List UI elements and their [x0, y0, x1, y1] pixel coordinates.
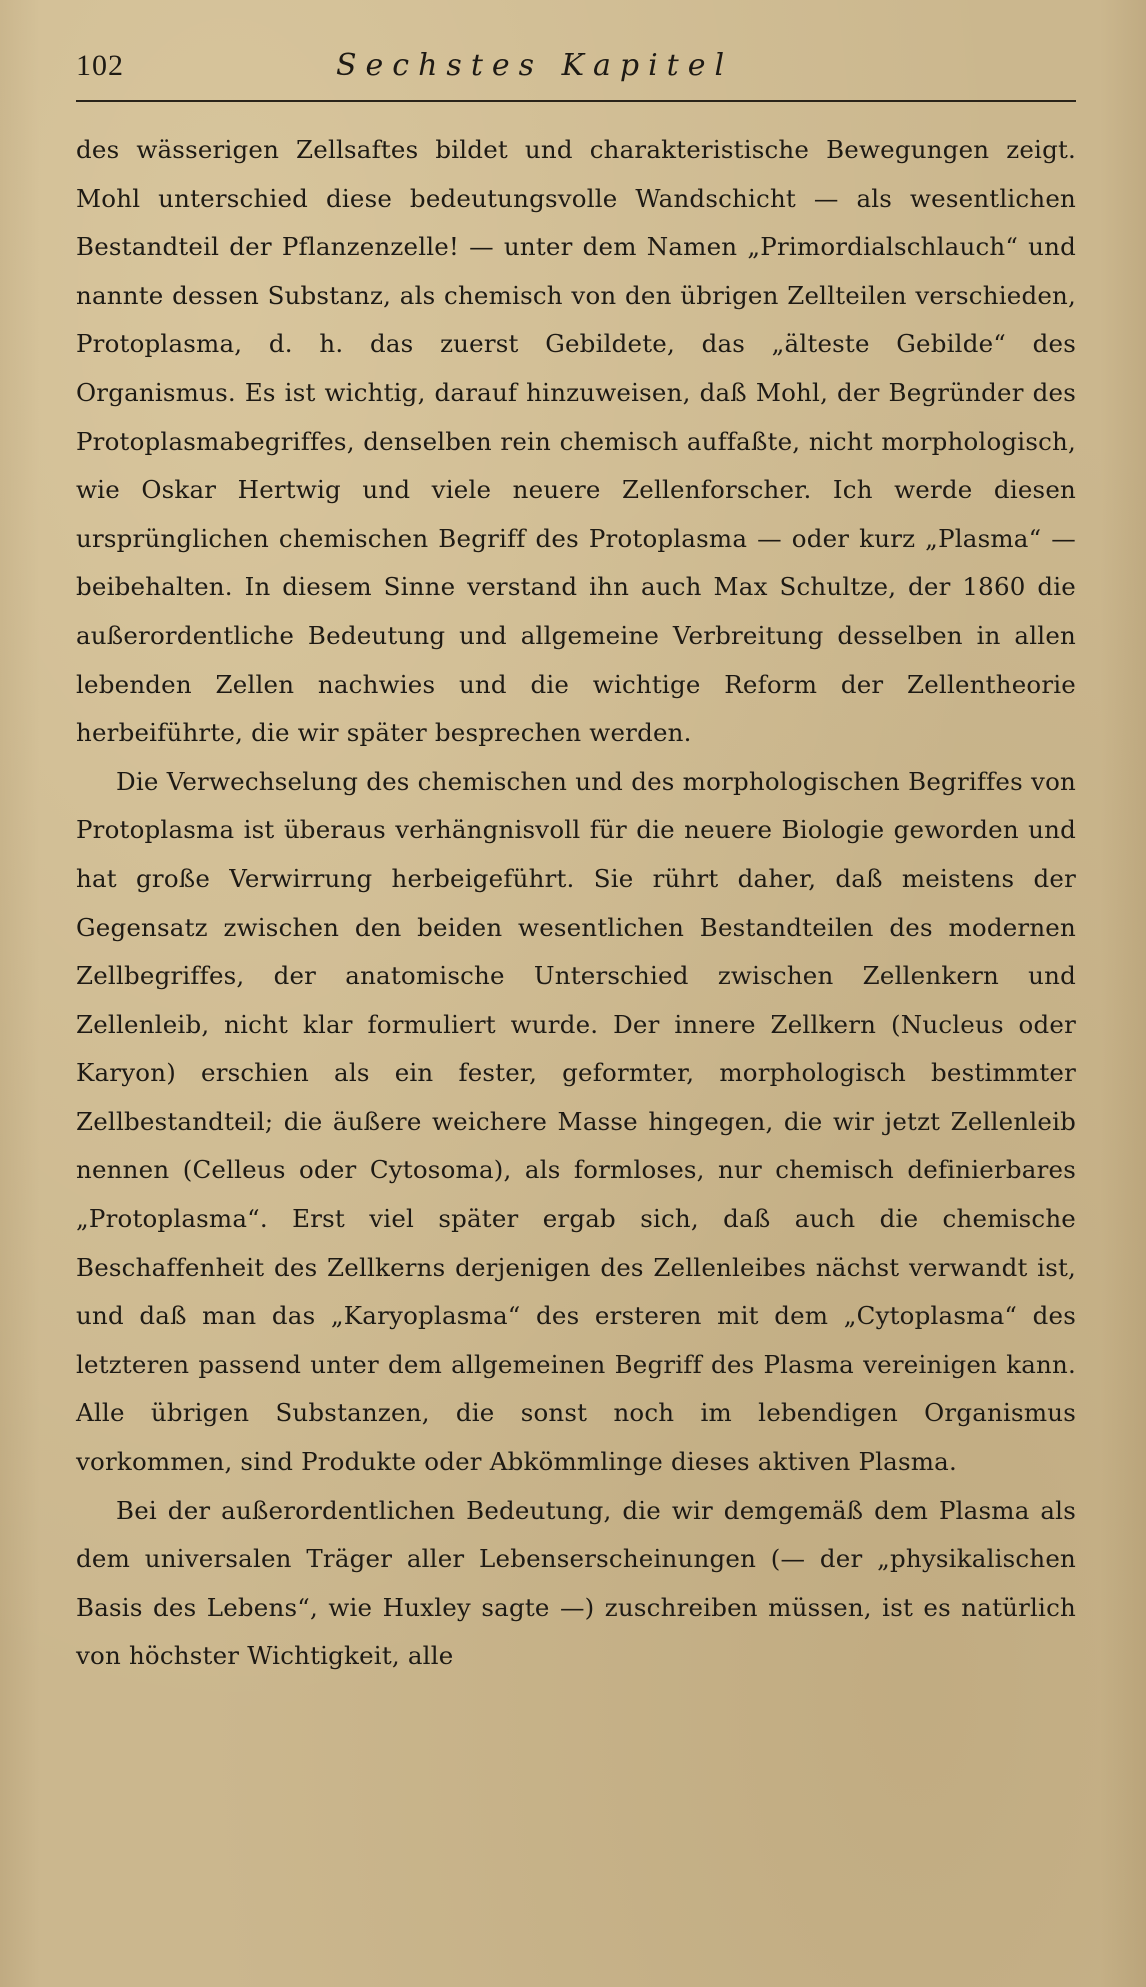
page-number: 102 — [76, 49, 124, 82]
chapter-title: Sechstes Kapitel — [336, 48, 734, 83]
running-head — [76, 48, 1076, 102]
paragraph-1: des wässerigen Zellsaftes bildet und charakteristische Bewegungen zeigt. Mohl unterschied diese bedeutungsvolle Wandschicht — als wesentlichen Bestandteil der Pflanzenzelle! — unter dem Namen „Primordialschlauch“ und nannte dessen Substanz, als chemisch von den übrigen Zellteilen verschieden, Protoplasma, d. h. das zuerst Gebildete, das „älteste Gebilde“ des Organismus. Es ist wichtig, darauf hinzuweisen, daß Mohl, der Begründer des Protoplasmabegriffes, denselben rein chemisch auffaßte, nicht morphologisch, wie Oskar Hertwig und viele neuere Zellenforscher. Ich werde diesen ursprünglichen chemischen Begriff des Protoplasma — oder kurz „Plasma“ — beibehalten. In diesem Sinne verstand ihn auch Max Schultze, der 1860 die außerordentliche Bedeutung und allgemeine Verbreitung desselben in allen lebenden Zellen nachwies und die wichtige Reform der Zellentheorie herbeiführte, die wir später besprechen werden. — [76, 135, 1076, 748]
body-text — [76, 126, 1076, 1681]
book-page — [76, 48, 1076, 1681]
paragraph-2: Die Verwechselung des chemischen und des morphologischen Begriffes von Protoplasma ist überaus verhängnisvoll für die neuere Biologie geworden und hat große Verwirrung herbeigeführt. Sie rührt daher, daß meistens der Gegensatz zwischen den beiden wesentlichen Bestandteilen des modernen Zellbegriffes, der anatomische Unterschied zwischen Zellenkern und Zellenleib, nicht klar formuliert wurde. Der innere Zellkern (Nucleus oder Karyon) erschien als ein fester, geformter, morphologisch bestimmter Zellbestandteil; die äußere weichere Masse hingegen, die wir jetzt Zellenleib nennen (Celleus oder Cytosoma), als formloses, nur chemisch definierbares „Protoplasma“. Erst viel später ergab sich, daß auch die chemische Beschaffenheit des Zellkerns derjenigen des Zellenleibes nächst verwandt ist, und daß man das „Karyoplasma“ des ersteren mit dem „Cytoplasma“ des letzteren passend unter dem allgemeinen Begriff des Plasma vereinigen kann. Alle übrigen Substanzen, die sonst noch im lebendigen Organismus vorkommen, sind Produkte oder Abkömmlinge dieses aktiven Plasma. — [76, 766, 1076, 1477]
paragraph-3: Bei der außerordentlichen Bedeutung, die wir demgemäß dem Plasma als dem universalen Träger aller Lebenserscheinungen (— der „physikalischen Basis des Lebens“, wie Huxley sagte —) zuschreiben müssen, ist es natürlich von höchster Wichtigkeit, alle — [76, 1495, 1076, 1671]
